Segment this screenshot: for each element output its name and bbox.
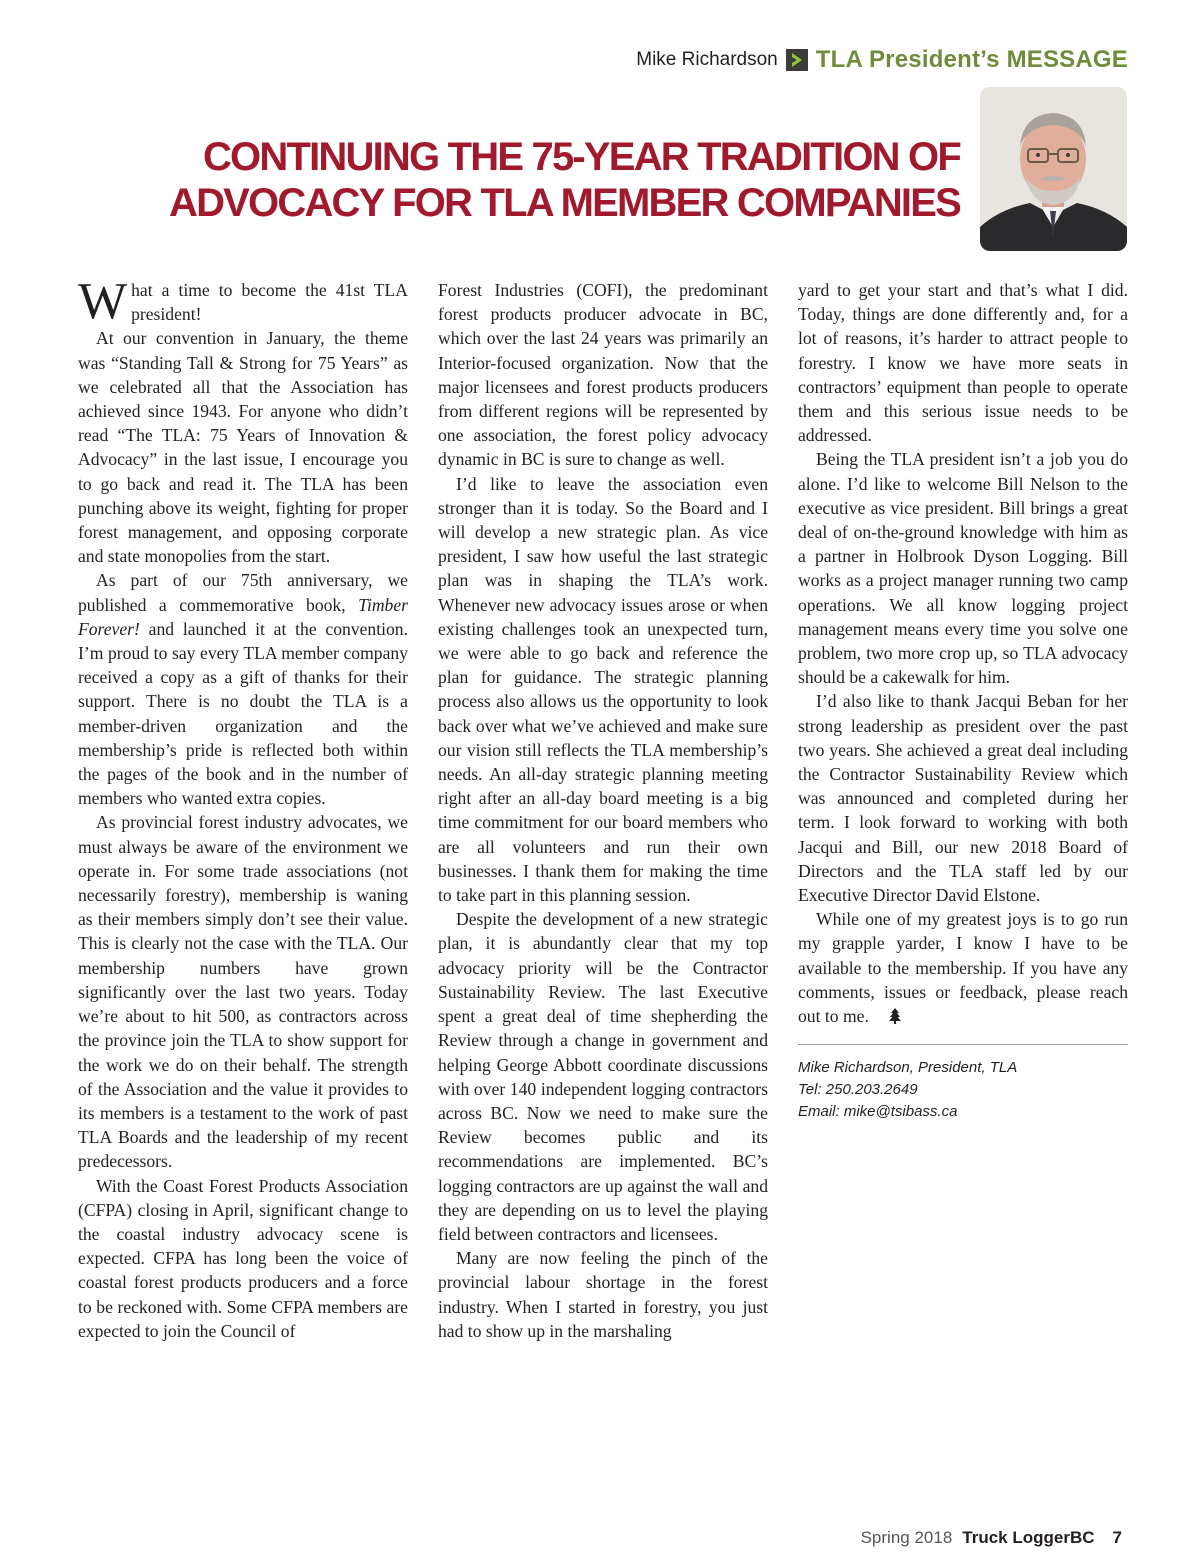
magazine-name: Truck LoggerBC — [962, 1528, 1095, 1547]
issue-season: Spring 2018 — [860, 1528, 953, 1547]
headline-line-1: CONTINUING THE 75-YEAR TRADITION OF — [202, 135, 960, 179]
article-body — [78, 273, 1128, 1488]
paragraph: yard to get your start and that’s what I did. Today, things are done differently and, for a lot of reasons, it’s harder to attract people to forestry. I know we have more seats in contractors’ equipment than people to operate them and this serious issue needs to be addressed. — [798, 280, 1128, 446]
paragraph: As provincial forest industry advocates, we must always be aware of the environment we operate in. For some trade associations (not necessarily forestry), membership is waning as their members simply don’t see their value. This is clearly not the case with the TLA. Our membership numbers have grown significantly over the last two years. Today we’re about to hit 500, as contractors across the province join the TLA to show support for the work we do on their behalf. The strength of the Association and the value it provides to its members is a testament to the work of past TLA Boards and the leadership of my recent predecessors. — [78, 812, 408, 1172]
author-portrait — [980, 87, 1127, 251]
article-column-3 — [798, 278, 1128, 1488]
paragraph: Despite the development of a new strategic plan, it is abundantly clear that my top advocacy priority will be the Contractor Sustainability Review. The last Executive spent a great deal of time shepherding the Review through a change in government and helping George Abbott coordinate discussions with over 140 independent logging contractors across BC. Now we need to make sure the Review becomes public and its recommendations are implemented. BC’s logging contractors are up against the wall and they are depending on us to level the playing field between contractors and licensees. — [438, 909, 768, 1244]
article-headline — [120, 134, 960, 226]
section-title — [816, 46, 1128, 74]
tree-icon — [871, 1006, 901, 1030]
page-footer — [861, 1528, 1122, 1548]
chevron-right-icon — [786, 49, 808, 71]
paragraph: Forest Industries (COFI), the predominant forest products producer advocate in BC, which over the last 24 years was primarily an Interior-focused organization. Now that the major licensees and forest products producers from different regions will be represented by one association, the forest policy advocacy dynamic in BC is sure to change as well. — [438, 280, 768, 470]
paragraph — [78, 568, 408, 810]
author-signature — [798, 1044, 1128, 1123]
paragraph — [78, 273, 408, 330]
paragraph: Many are now feeling the pinch of the provincial labour shortage in the forest industry. When I started in forestry, you just had to show up in the marshaling — [438, 1248, 768, 1341]
article-column-1 — [78, 273, 408, 1488]
paragraph-text: As part of our 75th anniversary, we published a commemorative book, — [78, 570, 408, 615]
section-prefix: TLA President’s — [815, 46, 1000, 73]
paragraph: I’d like to leave the association even stronger than it is today. So the Board and I will develop a new strategic plan. As vice president, I saw how useful the last strategic plan was in shaping the TLA’s work. Whenever new advocacy issues arose or when existing challenges took an unexpected turn, we were able to go back and reference the plan for guidance. The strategic planning process also allows us the opportunity to look back over what we’ve achieved and make sure our vision still reflects the TLA membership’s needs. An all-day strategic planning meeting right after an all-day board meeting is a big time commitment for our board members who are all volunteers and run their own businesses. I thank them for making the time to take part in this planning session. — [438, 473, 768, 906]
drop-cap: W — [78, 273, 128, 330]
paragraph-text: While one of my greatest joys is to go run my grapple yarder, I know I have to be available to the membership. If you have any comments, issues or feedback, please reach out to me. — [798, 909, 1128, 1027]
paragraph: I’d also like to thank Jacqui Beban for her strong leadership as president over the past two years. She achieved a great deal including the Contractor Sustainability Review which was announced and completed during her term. I look forward to working with both Jacqui and Bill, our new 2018 Board of Directors and the TLA staff led by our Executive Director David Elstone. — [798, 691, 1128, 906]
section-emphasis: MESSAGE — [1006, 46, 1128, 73]
page-number: 7 — [1112, 1528, 1122, 1547]
article-column-2 — [438, 278, 768, 1488]
paragraph: With the Coast Forest Products Association (CFPA) closing in April, significant change to the coastal industry advocacy scene is expected. CFPA has long been the voice of coastal forest products producers and a force to be reckoned with. Some CFPA members are expected to join the Council of — [78, 1175, 408, 1341]
signature-email: Email: mike@tsibass.ca — [798, 1103, 958, 1121]
paragraph-text: and launched it at the convention. I’m proud to say every TLA member company received a copy as a gift of thanks for their support. There is no doubt the TLA is a member-driven organization and the membership’s pride is reflected both within the pages of the book and in the number of members who wanted extra copies. — [78, 618, 408, 809]
page-header — [636, 46, 1128, 74]
signature-phone: Tel: 250.203.2649 — [798, 1081, 918, 1099]
paragraph: Being the TLA president isn’t a job you do alone. I’d like to welcome Bill Nelson to the executive as vice president. Bill brings a great deal of on-the-ground knowledge with him as a partner in Holbrook Dyson Logging. Bill works as a project manager running two camp operations. We all know logging project management means every time you solve one problem, two more crop up, so TLA advocacy should be a cakewalk for him. — [798, 449, 1128, 688]
headline-line-2: ADVOCACY FOR TLA MEMBER COMPANIES — [169, 181, 960, 225]
paragraph — [798, 907, 1128, 1030]
paragraph-text: hat a time to become the 41st TLA president! — [131, 280, 408, 325]
book-title: Timber Forever! — [78, 594, 408, 639]
signature-name: Mike Richardson, President, TLA — [798, 1059, 1018, 1077]
paragraph: At our convention in January, the theme was “Standing Tall & Strong for 75 Years” as we celebrated all that the Association has achieved since 1943. For anyone who didn’t read “The TLA: 75 Years of Innovation & Advocacy” in the last issue, I encourage you to go back and read it. The TLA has been punching above its weight, fighting for proper forest management, and opposing corporate and state monopolies from the start. — [78, 328, 408, 567]
header-author: Mike Richardson — [636, 49, 778, 70]
